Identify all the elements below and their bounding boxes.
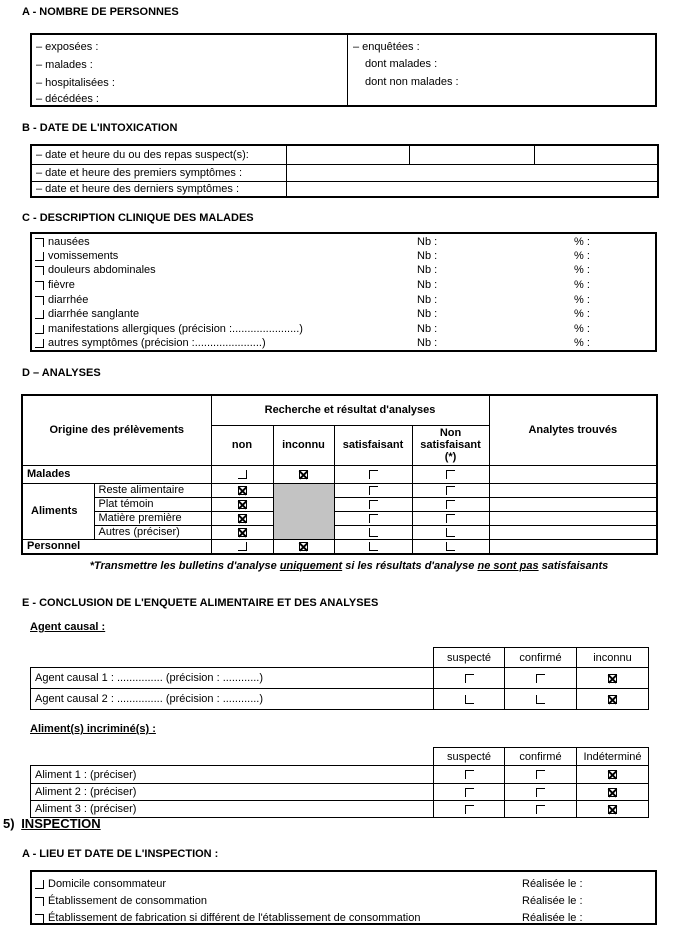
cell-agent1-suspecte (434, 668, 505, 689)
cell-aliment1-confirme (505, 766, 577, 784)
cell-aliment2-confirme (505, 784, 577, 801)
nb-label: Nb : (417, 337, 438, 349)
cell-autres-satisfaisant (334, 525, 412, 539)
inspection-number: 5) (3, 816, 15, 831)
symptom-row (32, 278, 655, 293)
checkbox-icon (369, 514, 378, 523)
field-dont-non-malades: dont non malades : (365, 76, 459, 88)
checkbox-icon (446, 542, 455, 551)
checkbox-icon (369, 470, 378, 479)
nb-label: Nb : (417, 279, 438, 291)
cell-malades-satisfaisant (334, 465, 412, 483)
cell-plat-satisfaisant (334, 497, 412, 511)
cell-agent1-confirme (505, 668, 577, 689)
checkbox-icon (446, 486, 455, 495)
row-label-plat-temoin: Plat témoin (94, 497, 211, 511)
symptom-row (32, 336, 655, 351)
inspection-place-label: Établissement de fabrication si différent de l'établissement de consommation (48, 912, 421, 924)
footnote-part: *Transmettre les bulletins d'analyse (89, 560, 280, 572)
row-plat-temoin (22, 497, 657, 511)
col-indetermine: Indéterminé (577, 748, 649, 766)
persons-surveyed-column (347, 35, 658, 105)
col-non: non (211, 425, 273, 465)
table-header-row (31, 648, 649, 668)
col-inconnu: inconnu (577, 648, 649, 668)
input-cell-repas-3 (534, 145, 658, 164)
pct-label: % : (574, 264, 590, 276)
cell-agent2-confirme (505, 689, 577, 710)
checkbox-icon (369, 500, 378, 509)
col-suspecte: suspecté (434, 748, 505, 766)
checkbox-icon (238, 528, 247, 537)
checkbox-icon (35, 325, 44, 334)
cell-malades-inconnu (273, 465, 334, 483)
cell-personnel-satisfaisant (334, 539, 412, 554)
cell-reste-non-satisfaisant (412, 483, 489, 497)
checkbox-icon (238, 470, 247, 479)
cell-autres-analytes (489, 525, 657, 539)
pct-label: % : (574, 279, 590, 291)
row-agent-causal-2 (31, 689, 649, 710)
row-aliment-3 (31, 801, 649, 818)
row-label-autres: Autres (préciser) (94, 525, 211, 539)
footnote-part-underlined: uniquement (279, 560, 343, 572)
cell-malades-non-satisfaisant (412, 465, 489, 483)
cell-personnel-non-satisfaisant (412, 539, 489, 554)
checkbox-icon (465, 788, 474, 797)
checkbox-icon (369, 528, 378, 537)
header-spacer (31, 648, 434, 668)
checkbox-icon (446, 528, 455, 537)
pct-label: % : (574, 236, 590, 248)
symptom-row (32, 293, 655, 308)
cell-aliment2-suspecte (434, 784, 505, 801)
checkbox-icon (35, 339, 44, 348)
symptom-label: nausées (48, 236, 90, 248)
row-matiere-premiere (22, 511, 657, 525)
pct-label: % : (574, 250, 590, 262)
row-aliment-1 (31, 766, 649, 784)
row-label-personnel: Personnel (22, 539, 211, 554)
cell-malades-analytes (489, 465, 657, 483)
inspection-row (32, 876, 655, 893)
field-decedees: – décédées : (36, 93, 99, 105)
inspection-place-label: Établissement de consommation (48, 895, 207, 907)
inspection-title: INSPECTION (21, 816, 101, 831)
checkbox-icon (608, 770, 617, 779)
symptom-row (32, 249, 655, 264)
cell-aliment3-suspecte (434, 801, 505, 818)
checkbox-icon (238, 514, 247, 523)
field-exposees: – exposées : (36, 41, 99, 53)
checkbox-icon (238, 542, 247, 551)
cell-aliment2-indetermine (577, 784, 649, 801)
cell-aliments-inconnu-shaded (273, 483, 334, 539)
cell-personnel-inconnu (273, 539, 334, 554)
checkbox-icon (608, 674, 617, 683)
checkbox-icon (369, 542, 378, 551)
checkbox-icon (465, 695, 474, 704)
checkbox-icon (446, 470, 455, 479)
cell-reste-non (211, 483, 273, 497)
cell-aliment1-suspecte (434, 766, 505, 784)
input-cell-premiers-symptomes (286, 164, 658, 181)
symptom-label: douleurs abdominales (48, 264, 156, 276)
row-aliment-2 (31, 784, 649, 801)
cell-plat-analytes (489, 497, 657, 511)
row-label-aliment-3: Aliment 3 : (préciser) (31, 801, 434, 818)
row-label-premiers-symptomes: – date et heure des premiers symptômes : (31, 164, 286, 181)
nb-label: Nb : (417, 236, 438, 248)
agent-causal-heading: Agent causal : (30, 621, 106, 633)
nb-label: Nb : (417, 323, 438, 335)
header-recherche: Recherche et résultat d'analyses (211, 395, 489, 425)
symptom-label: fièvre (48, 279, 75, 291)
cell-personnel-non (211, 539, 273, 554)
checkbox-icon (446, 500, 455, 509)
symptom-label: autres symptômes (précision :......................) (48, 337, 266, 349)
cell-reste-analytes (489, 483, 657, 497)
cell-matiere-non-satisfaisant (412, 511, 489, 525)
row-label-malades: Malades (22, 465, 211, 483)
checkbox-icon (35, 238, 44, 247)
col-satisfaisant: satisfaisant (334, 425, 412, 465)
cell-matiere-non (211, 511, 273, 525)
row-agent-causal-1 (31, 668, 649, 689)
nb-label: Nb : (417, 250, 438, 262)
cell-agent1-inconnu (577, 668, 649, 689)
input-cell-repas-2 (409, 145, 534, 164)
inspection-row (32, 910, 655, 927)
checkbox-icon (238, 486, 247, 495)
checkbox-icon (608, 805, 617, 814)
agent-causal-table (30, 647, 649, 710)
checkbox-icon (35, 281, 44, 290)
cell-reste-satisfaisant (334, 483, 412, 497)
checkbox-icon (536, 770, 545, 779)
footnote-part-underlined: ne sont pas (477, 560, 539, 572)
symptom-label: diarrhée (48, 294, 89, 306)
cell-plat-non-satisfaisant (412, 497, 489, 511)
cell-agent2-suspecte (434, 689, 505, 710)
symptom-row (32, 322, 655, 337)
symptom-label: manifestations allergiques (précision :......................) (48, 323, 303, 335)
checkbox-icon (536, 788, 545, 797)
nb-label: Nb : (417, 294, 438, 306)
checkbox-icon (536, 695, 545, 704)
col-confirme: confirmé (505, 748, 577, 766)
inspection-heading (3, 816, 101, 831)
pct-label: % : (574, 337, 590, 349)
checkbox-icon (238, 500, 247, 509)
checkbox-icon (446, 514, 455, 523)
checkbox-icon (35, 252, 44, 261)
inspection-sub-heading: A - LIEU ET DATE DE L'INSPECTION : (22, 848, 219, 860)
checkbox-icon (35, 880, 44, 889)
checkbox-icon (299, 542, 308, 551)
group-label-aliments: Aliments (22, 483, 94, 539)
cell-matiere-analytes (489, 511, 657, 525)
aliments-incrimines-table (30, 747, 649, 818)
cell-autres-non-satisfaisant (412, 525, 489, 539)
row-label-derniers-symptomes: – date et heure des derniers symptômes : (31, 181, 286, 197)
header-analytes: Analytes trouvés (489, 395, 657, 465)
checkbox-icon (35, 914, 44, 923)
input-cell-repas-1 (286, 145, 409, 164)
symptom-row (32, 307, 655, 322)
realisee-le-label: Réalisée le : (522, 878, 583, 890)
field-dont-malades: dont malades : (365, 58, 438, 70)
clinical-description-box (30, 232, 657, 352)
inspection-row (32, 893, 655, 910)
cell-aliment3-indetermine (577, 801, 649, 818)
cell-aliment3-confirme (505, 801, 577, 818)
inspection-place-box (30, 870, 657, 925)
cell-personnel-analytes (489, 539, 657, 554)
table-row (31, 145, 658, 164)
input-cell-derniers-symptomes (286, 181, 658, 197)
table-row (31, 181, 658, 197)
persons-count-box (30, 33, 657, 107)
row-reste-alimentaire (22, 483, 657, 497)
field-enquetees: – enquêtées : (353, 41, 420, 53)
analyses-footnote (40, 560, 658, 572)
checkbox-icon (465, 770, 474, 779)
col-confirme: confirmé (505, 648, 577, 668)
checkbox-icon (536, 674, 545, 683)
section-d-title: D – ANALYSES (22, 367, 101, 379)
row-label-reste-alimentaire: Reste alimentaire (94, 483, 211, 497)
cell-malades-non (211, 465, 273, 483)
checkbox-icon (35, 266, 44, 275)
row-malades (22, 465, 657, 483)
section-a-title: A - NOMBRE DE PERSONNES (22, 6, 179, 18)
checkbox-icon (299, 470, 308, 479)
aliments-incrimines-heading: Aliment(s) incriminé(s) : (30, 723, 156, 735)
checkbox-icon (369, 486, 378, 495)
col-non-satisfaisant: Non satisfaisant (*) (412, 425, 489, 465)
row-label-aliment-1: Aliment 1 : (préciser) (31, 766, 434, 784)
footnote-part: satisfaisants (538, 560, 609, 572)
checkbox-icon (35, 296, 44, 305)
field-malades: – malades : (36, 59, 93, 71)
table-header-row (31, 748, 649, 766)
table-header-row (22, 395, 657, 425)
field-hospitalisees: – hospitalisées : (36, 77, 115, 89)
checkbox-icon (608, 695, 617, 704)
checkbox-icon (465, 805, 474, 814)
section-e-title: E - CONCLUSION DE L'ENQUETE ALIMENTAIRE ET DES ANALYSES (22, 597, 379, 609)
nb-label: Nb : (417, 264, 438, 276)
symptom-label: vomissements (48, 250, 119, 262)
section-c-title: C - DESCRIPTION CLINIQUE DES MALADES (22, 212, 254, 224)
symptom-row (32, 235, 655, 250)
pct-label: % : (574, 323, 590, 335)
pct-label: % : (574, 294, 590, 306)
realisee-le-label: Réalisée le : (522, 895, 583, 907)
checkbox-icon (465, 674, 474, 683)
cell-aliment1-indetermine (577, 766, 649, 784)
col-inconnu: inconnu (273, 425, 334, 465)
analyses-table (21, 394, 658, 555)
row-autres (22, 525, 657, 539)
realisee-le-label: Réalisée le : (522, 912, 583, 924)
checkbox-icon (536, 805, 545, 814)
persons-exposed-column (32, 35, 347, 105)
checkbox-icon (35, 897, 44, 906)
cell-plat-non (211, 497, 273, 511)
checkbox-icon (608, 788, 617, 797)
inspection-place-label: Domicile consommateur (48, 878, 166, 890)
section-b-title: B - DATE DE L'INTOXICATION (22, 122, 178, 134)
intoxication-date-table (30, 144, 659, 198)
col-suspecte: suspecté (434, 648, 505, 668)
footnote-part: si les résultats d'analyse (342, 560, 478, 572)
row-label-matiere-premiere: Matière première (94, 511, 211, 525)
row-label-aliment-2: Aliment 2 : (préciser) (31, 784, 434, 801)
symptom-row (32, 263, 655, 278)
pct-label: % : (574, 308, 590, 320)
header-spacer (31, 748, 434, 766)
checkbox-icon (35, 310, 44, 319)
nb-label: Nb : (417, 308, 438, 320)
row-label-agent-2: Agent causal 2 : ............... (précision : ............) (31, 689, 434, 710)
cell-autres-non (211, 525, 273, 539)
header-origine: Origine des prélèvements (22, 395, 211, 465)
row-label-agent-1: Agent causal 1 : ............... (précision : ............) (31, 668, 434, 689)
symptom-label: diarrhée sanglante (48, 308, 140, 320)
row-personnel (22, 539, 657, 554)
table-row (31, 164, 658, 181)
cell-matiere-satisfaisant (334, 511, 412, 525)
row-label-repas-suspects: – date et heure du ou des repas suspect(s): (31, 145, 286, 164)
cell-agent2-inconnu (577, 689, 649, 710)
